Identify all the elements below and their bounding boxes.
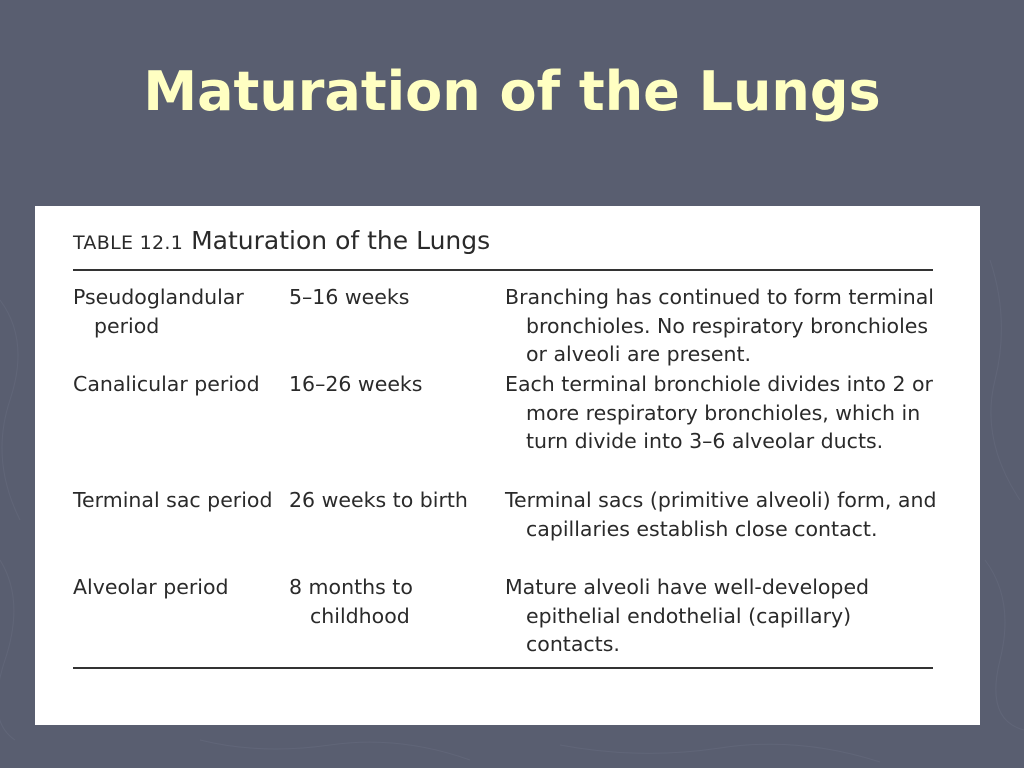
lung-maturation-table [35,206,980,725]
table-cell-period: Pseudoglandular period [73,285,244,338]
table-caption [73,226,490,255]
table-cell-timing: 8 months to childhood [289,575,413,628]
table-number: TABLE 12.1 [73,232,184,254]
table-cell-description: Mature alveoli have well-developed epithelial endothelial (capillary) contacts. [505,575,870,657]
table-cell-description: Terminal sacs (primitive alveoli) form, and capillaries establish close contact. [505,488,937,541]
table-cell-timing: 16–26 weeks [289,372,423,396]
table-cell-period: Canalicular period [73,372,260,396]
table-cell-timing: 5–16 weeks [289,285,410,309]
slide-title: Maturation of the Lungs [143,60,881,123]
table-cell-description: Each terminal bronchiole divides into 2 or more respiratory bronchioles, which in turn divide into 3–6 alveolar ducts. [505,372,933,454]
table-title: Maturation of the Lungs [191,226,491,255]
table-cell-timing: 26 weeks to birth [289,488,468,512]
table-cell-period: Alveolar period [73,575,229,599]
table-top-rule [73,269,933,271]
table-cell-period: Terminal sac period [73,488,273,512]
table-bottom-rule [73,667,933,669]
table-cell-description: Branching has continued to form terminal bronchioles. No respiratory bronchioles or alveoli are present. [505,285,934,367]
